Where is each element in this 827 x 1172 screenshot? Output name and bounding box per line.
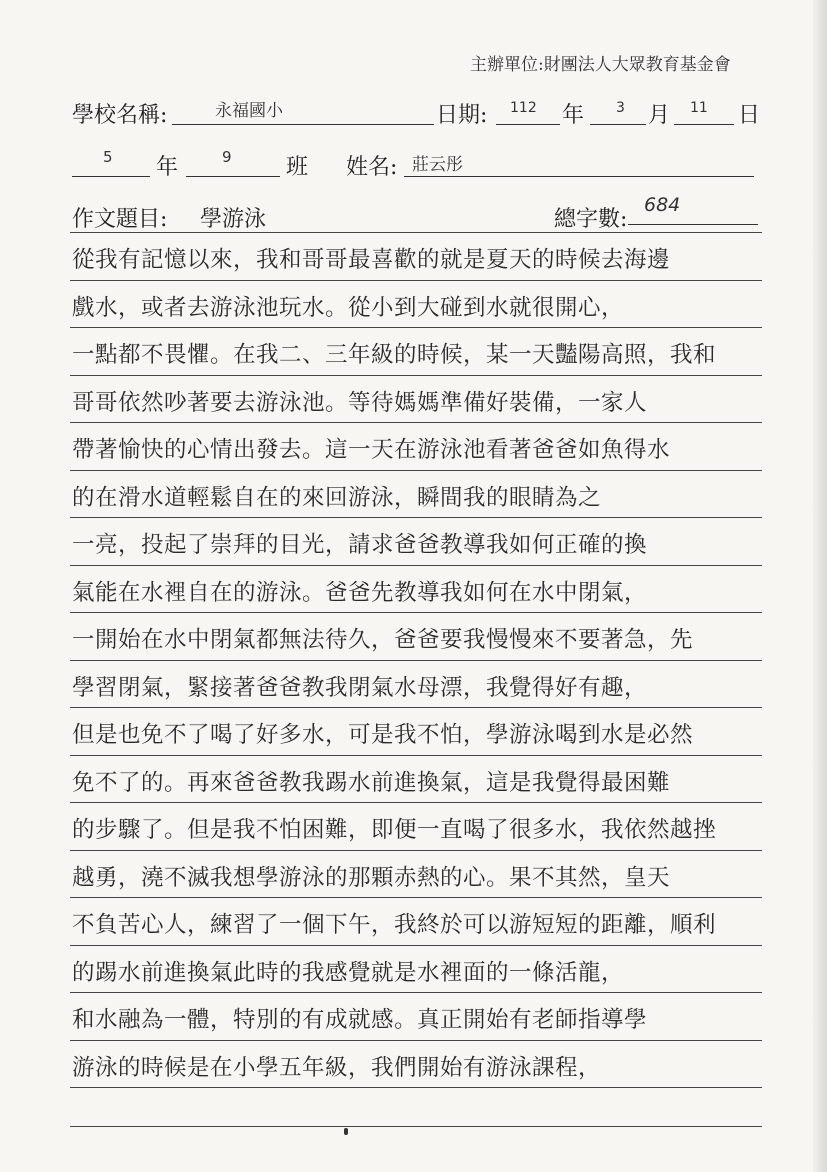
essay-line: 一亮，投起了崇拜的目光，請求爸爸教導我如何正確的換 [72, 532, 648, 557]
name-label: 姓名: [346, 155, 398, 180]
wordcount-value: 684 [644, 194, 681, 216]
day-label: 日 [738, 103, 761, 128]
ruled-line [70, 612, 762, 613]
ruled-line [70, 897, 762, 898]
ruled-line [70, 327, 762, 328]
sponsor-text: 主辦單位:財團法人大眾教育基金會 [470, 55, 731, 75]
ruled-line [70, 1040, 762, 1041]
ink-mark [344, 1128, 348, 1135]
topic-value: 學游泳 [200, 207, 267, 232]
ruled-line [70, 992, 762, 993]
wordcount-underline [628, 224, 758, 225]
ruled-line [70, 945, 762, 946]
grade-label: 年 [156, 155, 179, 180]
essay-line: 免不了的。再來爸爸教我踢水前進換氣，這是我覺得最困難 [72, 770, 671, 795]
school-label: 學校名稱: [72, 103, 168, 128]
essay-line: 帶著愉快的心情出發去。這一天在游泳池看著爸爸如魚得水 [72, 437, 671, 462]
month-label: 月 [648, 103, 671, 128]
page-edge-shadow [813, 0, 827, 1172]
date-year-underline [496, 124, 560, 125]
ruled-line [70, 1087, 762, 1088]
ruled-line [70, 707, 762, 708]
date-year-value: 112 [510, 100, 537, 116]
date-label: 日期: [436, 103, 488, 128]
ruled-line [70, 850, 762, 851]
name-underline [404, 176, 754, 177]
ruled-line [70, 232, 762, 233]
date-month-underline [590, 124, 646, 125]
essay-line: 戲水，或者去游泳池玩水。從小到大碰到水就很開心， [72, 295, 625, 320]
ruled-line [70, 1126, 762, 1127]
date-day-underline [674, 124, 734, 125]
ruled-line [70, 375, 762, 376]
ruled-line [70, 470, 762, 471]
ruled-line [70, 755, 762, 756]
class-underline [186, 176, 280, 177]
essay-line: 和水融為一體，特別的有成就感。真正開始有老師指導學 [72, 1007, 648, 1032]
essay-line: 不負苦心人，練習了一個下午，我終於可以游短短的距離，順利 [72, 912, 717, 937]
date-month-value: 3 [616, 100, 625, 116]
essay-line: 從我有記憶以來，我和哥哥最喜歡的就是夏天的時候去海邊 [72, 247, 671, 272]
wordcount-label: 總字數: [554, 207, 628, 232]
school-value: 永福國小 [215, 101, 283, 121]
essay-line: 學習閉氣，緊接著爸爸教我閉氣水母漂，我覺得好有趣， [72, 675, 648, 700]
ruled-line [70, 517, 762, 518]
ruled-line [70, 802, 762, 803]
class-label: 班 [286, 155, 309, 180]
class-value: 9 [222, 148, 232, 166]
ruled-line [70, 422, 762, 423]
essay-line: 一點都不畏懼。在我二、三年級的時候，某一天豔陽高照，我和 [72, 342, 717, 367]
date-day-value: 11 [690, 100, 708, 116]
topic-label: 作文題目: [72, 207, 168, 232]
essay-line: 的踢水前進換氣此時的我感覺就是水裡面的一條活龍， [72, 960, 625, 985]
essay-line: 游泳的時候是在小學五年級，我們開始有游泳課程， [72, 1055, 602, 1080]
grade-underline [72, 176, 150, 177]
ruled-line [70, 280, 762, 281]
essay-line: 越勇，澆不滅我想學游泳的那顆赤熱的心。果不其然，皇天 [72, 865, 671, 890]
essay-line: 一開始在水中閉氣都無法待久，爸爸要我慢慢來不要著急，先 [72, 627, 694, 652]
name-value: 莊云彤 [412, 155, 463, 175]
essay-line: 氣能在水裡自在的游泳。爸爸先教導我如何在水中閉氣， [72, 580, 648, 605]
grade-value: 5 [103, 148, 113, 166]
essay-line: 但是也免不了喝了好多水，可是我不怕，學游泳喝到水是必然 [72, 722, 694, 747]
essay-line: 的步驟了。但是我不怕困難，即便一直喝了很多水，我依然越挫 [72, 817, 717, 842]
essay-line: 的在滑水道輕鬆自在的來回游泳，瞬間我的眼睛為之 [72, 485, 602, 510]
ruled-line [70, 565, 762, 566]
ruled-line [70, 660, 762, 661]
essay-line: 哥哥依然吵著要去游泳池。等待媽媽準備好裝備，一家人 [72, 390, 648, 415]
year-label: 年 [562, 103, 585, 128]
school-underline [172, 124, 434, 125]
